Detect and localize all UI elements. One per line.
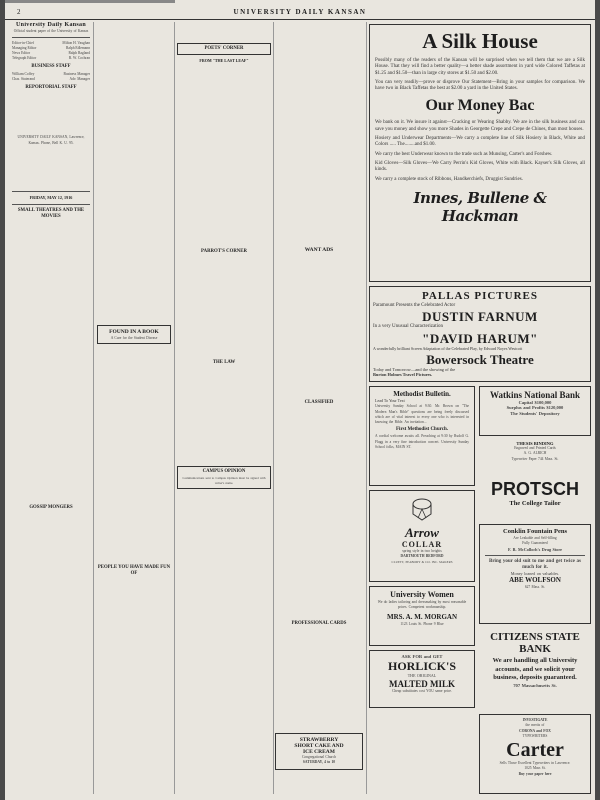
arrow-collar-ad: Arrow COLLAR spring style in two heights DARTMOUTH BEDFORD CLUETT, PEABODY & CO. INC. MAKERS [369, 490, 475, 582]
carter-typewriter-ad: INVESTIGATE the merits of CORONA and FOX TYPEWRITERS Carter Sells Those Excellent Typewriters in Lawrence. 1025 Mass St. Buy your paper here [479, 714, 591, 794]
paper-title: University Daily Kansan [16, 22, 86, 28]
classified-body [275, 408, 363, 618]
page-number: 2 [17, 8, 21, 16]
theatre-name: Bowersock Theatre [426, 351, 534, 367]
paper-address: UNIVERSITY DAILY KANSAN, Lawrence, Kansas. Phone, Bell K. U. 95. [17, 135, 85, 145]
protsch-tailor-ad: PROTSCH The College Tailor [490, 479, 579, 507]
found-heading: FOUND IN A BOOK [109, 329, 159, 335]
column-rule [93, 22, 94, 794]
newspaper-name: UNIVERSITY DAILY KANSAN [233, 8, 367, 16]
column-editorial [12, 22, 90, 794]
conklin-pens-ad: Conklin Fountain Pens Are Leakable and Self-filling Fully Guaranteed F. B. McColloch's Drug Store Bring your old suit to me and get twice as much for it. Money loaned on valuables. ABE WOLFSON 627 Mass. St. [479, 524, 591, 624]
silk-house-text: Possibly many of the readers of the Kansan will be surprised when we tell them that we are a Silk House. That they will find a better quality—a better shade assortment in yard wide Colored Taffetas at $1.25 and $1.50—than in large city stores at $1.50 and $2.00. You can very readily—prove or disprove Our Statement—Bring in your samples for comparison. We have two in Black Taffetas the best at $2.00 a yard in the United States. [375, 58, 585, 92]
strawberry-ad: STRAWBERRY SHORT CAKE AND ICE CREAM Congregational Church SATURDAY, 4 to 10 [275, 733, 363, 770]
campus-note: Communications sent to Campus Opinion must be signed with writer's name. [182, 476, 266, 486]
column-three [177, 22, 271, 794]
poem-body [177, 66, 271, 246]
store-signature: Innes, Bullene & Hackman [413, 188, 547, 225]
citizens-bank-ad: CITIZENS STATE BANK We are handling all University accounts, and we solicit your business, deposits guaranteed. 707 Massachusetts St. [490, 631, 580, 688]
want-ads-body [275, 255, 363, 397]
column-rule [366, 22, 367, 794]
law-heading: THE LAW [212, 360, 236, 365]
want-ads-heading: WANT ADS [304, 247, 334, 253]
column-four [275, 22, 363, 794]
editorial-heading: SMALL THEATRES AND THE MOVIES [17, 207, 85, 219]
parrots-heading: PARROT'S CORNER [201, 249, 247, 254]
film-title: "DAVID HARUM" [422, 330, 538, 346]
methodist-bulletin-ad: Methodist Bulletin. Lead To Your Text University Sunday School at 9:30. Mr. Brown on "The Modern Man's Bible" questions are being freely discussed which are of vital interest to every one who is interested in knowing the Bible. An invitation... First Methodist Church. A cordial welcome awaits all. Preaching at 9:30 by Rudolf G. Flagg in a very fine introduction concert. University Sunday School folks, MAIN ST. [369, 386, 475, 486]
right-lower-filler [369, 712, 475, 794]
actor-name: DUSTIN FARNUM [422, 309, 538, 325]
editorial-body [12, 222, 90, 502]
staff-names [12, 93, 90, 135]
poem-title: FROM "THE LAST LEAF" [199, 58, 249, 63]
staff-list: Editor-in-Chief Milton H. Vaughan Managing Editor Ralph Edlemann News Editor Ralph Ragland Telegraph Editor R. W. Cochran [12, 41, 90, 61]
found-body [97, 347, 171, 562]
pallas-pictures-ad: PALLAS PICTURES Paramount Presents the Celebrated Actor DUSTIN FARNUM In a very Unusual Characterization "DAVID HARUM" A wonderfully brilliant Screen Adaptation of the Celebrated Play, by Edward Noyes Westcott Bowersock Theatre Today and Tomorrow—and the showing of the Burton Holmes Travel Pictures. [369, 286, 591, 382]
money-back-text: We bank on it. We insure it against—Cracking or Wearing Shabby. We are in the silk business and can save you money and show you more Shades in Georgette Crepe and Crepe de Chines, than most houses. Hosiery and Underwear Departments—We carry a complete line of Silk Hosiery in Black, White and Colors ..... The........and $1.00. We carry the best Underwear known to the trade such as Munsing, Carter's and Forshew. Kid Gloves—Silk Gloves—We Carry Perrin's Kid Gloves, White with Black. Kayser's Silk Gloves, all kinds. We carry a complete stock of Ribbons, Handkerchiefs, Druggist Sundries. [375, 120, 585, 182]
money-back-title: Our Money Bac [425, 97, 535, 115]
column-rule [273, 22, 274, 794]
business-staff-list: William Coffey Business Manager Chas. Stuterand Adv. Manager [12, 72, 90, 82]
people-body [97, 579, 171, 794]
carter-name: Carter [506, 739, 564, 762]
horlicks-ad: ASK FOR and GET HORLICK'S THE ORIGINAL MALTED MILK Cheap substitutes cost YOU same price. [369, 650, 475, 708]
found-subheading: A Cure for the Student Disease [110, 336, 158, 340]
article-top [177, 22, 271, 40]
gossip-heading: GOSSIP MONGERS [29, 504, 73, 510]
article-continued [275, 22, 363, 244]
reportorial-staff-heading: REPORTORIAL STAFF [25, 85, 77, 91]
found-in-book-box [97, 325, 171, 344]
newspaper-page [5, 0, 595, 800]
parrots-body [177, 257, 271, 357]
campus-opinion-box [177, 466, 271, 489]
campus-heading: CAMPUS OPINION [202, 469, 246, 474]
silk-house-title: A Silk House [422, 29, 538, 53]
campus-body [177, 492, 271, 794]
masthead [5, 4, 595, 20]
poets-heading: POETS' CORNER [204, 46, 244, 51]
university-women-ad: University Women We do ladies tailoring and dressmaking by most reasonable prices. Competent workmanship. MRS. A. M. MORGAN 1123 Louis St. Phone 9 Blue [369, 586, 475, 646]
classified-heading: CLASSIFIED [304, 400, 334, 405]
thesis-binding-ad: THESIS BINDING Engraved and Printed Cards A. G. ALRICH Typewriter Paper 744 Mass. St. [511, 441, 559, 461]
silk-house-ad [369, 24, 591, 282]
people-heading: PEOPLE YOU HAVE MADE FUN OF [97, 565, 171, 577]
paper-subtitle: Official student paper of the University of Kansas [13, 29, 89, 33]
professional-body [275, 629, 363, 729]
poets-corner-box [177, 43, 271, 55]
issue-date: FRIDAY, MAY 12, 1916 [29, 194, 73, 200]
page-edge-shadow [5, 0, 175, 3]
watkins-bank-ad: Watkins National Bank Capital $100,000 Surplus and Profits $120,000 The Students' Depository [479, 386, 591, 436]
professional-heading: PROFESSIONAL CARDS [291, 621, 347, 626]
column-rule [174, 22, 175, 794]
subscription-notice [12, 146, 90, 188]
business-staff-heading: BUSINESS STAFF [31, 64, 71, 70]
collar-illustration-icon [407, 494, 437, 526]
article-continued [97, 22, 171, 322]
column-two [97, 22, 171, 794]
gossip-body [12, 513, 90, 713]
small-ads-body [369, 712, 475, 794]
law-body [177, 368, 271, 463]
